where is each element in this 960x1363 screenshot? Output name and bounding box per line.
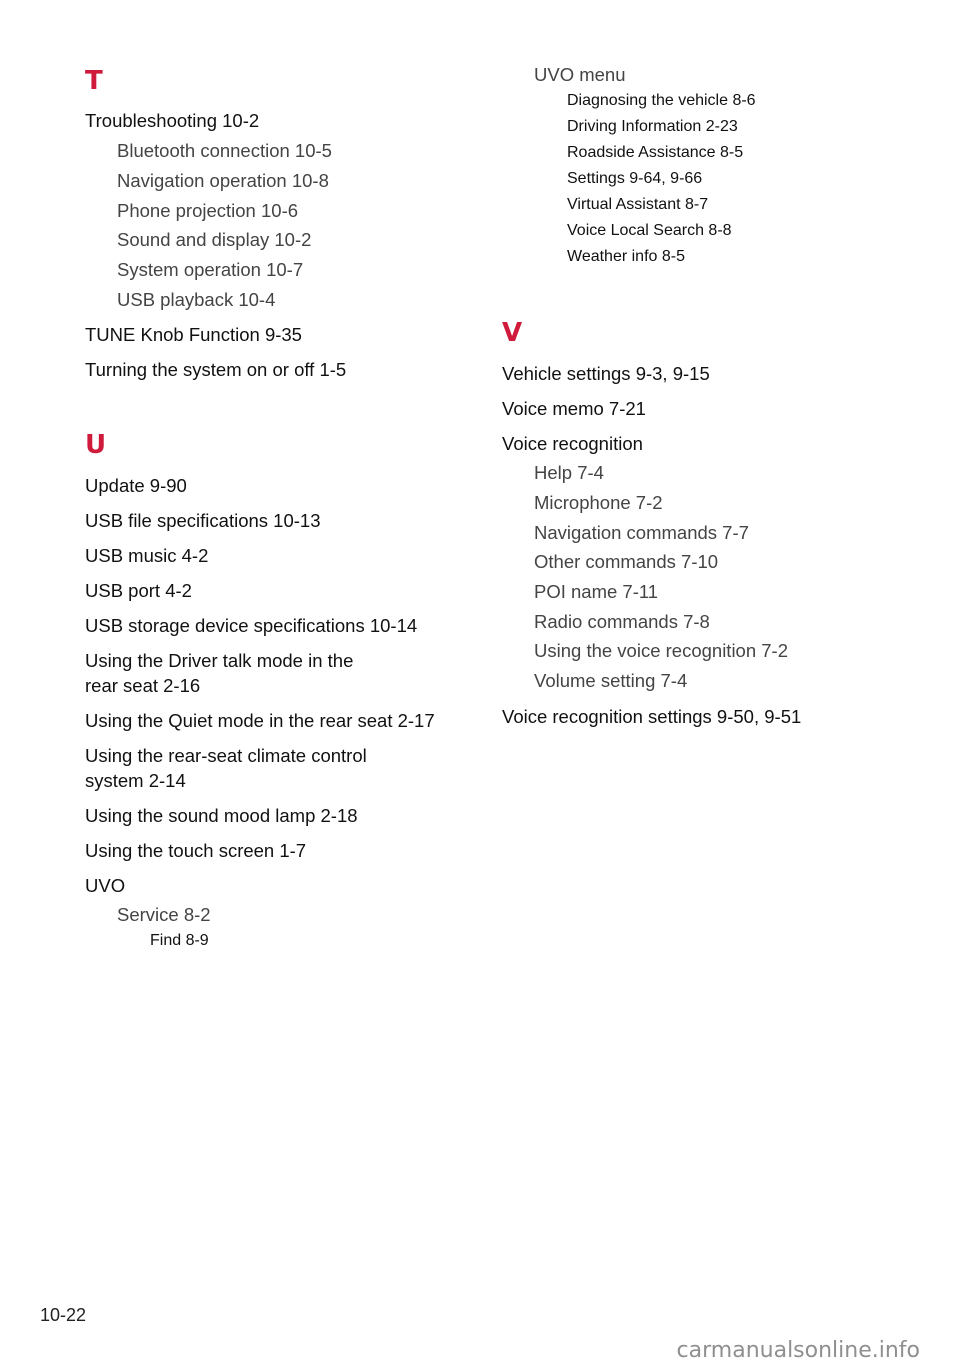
index-subsubentry: Driving Information 2-23	[567, 118, 738, 135]
index-entry: Using the rear-seat climate control	[85, 745, 367, 766]
index-subentry: Sound and display 10-2	[117, 229, 312, 250]
index-subentry: System operation 10-7	[117, 259, 304, 280]
index-entry: Voice recognition	[502, 433, 643, 454]
index-subentry: Help 7-4	[534, 462, 604, 483]
index-subentry: Microphone 7-2	[534, 492, 663, 513]
index-subsubentry: Roadside Assistance 8-5	[567, 144, 744, 161]
index-entry: TUNE Knob Function 9-35	[85, 324, 302, 345]
index-entry: USB file specifications 10-13	[85, 510, 321, 531]
index-entry: Update 9-90	[85, 475, 187, 496]
index-letter-u: U	[85, 430, 107, 460]
index-subentry: Phone projection 10-6	[117, 200, 299, 221]
index-subentry: Radio commands 7-8	[534, 611, 710, 632]
index-subentry: Bluetooth connection 10-5	[117, 140, 332, 161]
index-subentry: Volume setting 7-4	[534, 670, 688, 691]
index-entry: USB storage device specifications 10-14	[85, 615, 418, 636]
index-subsubentry: Diagnosing the vehicle 8-6	[567, 92, 756, 109]
index-letter-v: V	[502, 318, 523, 348]
index-subentry: Other commands 7-10	[534, 551, 719, 572]
index-entry: Turning the system on or off 1-5	[85, 359, 347, 380]
index-subentry: POI name 7-11	[534, 581, 659, 602]
index-entry: Voice recognition settings 9-50, 9-51	[502, 706, 802, 727]
index-entry: USB port 4-2	[85, 580, 192, 601]
index-subsubentry: Voice Local Search 8-8	[567, 222, 732, 239]
index-letter-t: T	[85, 66, 103, 96]
index-subentry: Service 8-2	[117, 904, 211, 925]
watermark: carmanualsonline.info	[676, 1338, 920, 1363]
index-subsubentry: Virtual Assistant 8-7	[567, 196, 709, 213]
index-subentry: Navigation operation 10-8	[117, 170, 329, 191]
index-subentry: Using the voice recognition 7-2	[534, 640, 789, 661]
index-entry: Using the Driver talk mode in the	[85, 650, 354, 671]
index-entry: Voice memo 7-21	[502, 398, 646, 419]
index-subsubentry: Find 8-9	[150, 932, 209, 949]
index-subentry: Navigation commands 7-7	[534, 522, 749, 543]
index-subentry: UVO menu	[534, 64, 626, 85]
index-entry: Using the touch screen 1-7	[85, 840, 307, 861]
index-entry: Using the Quiet mode in the rear seat 2-17	[85, 710, 435, 731]
index-entry: system 2-14	[85, 770, 186, 791]
index-subsubentry: Weather info 8-5	[567, 248, 685, 265]
index-entry: Vehicle settings 9-3, 9-15	[502, 363, 710, 384]
index-entry: Troubleshooting 10-2	[85, 110, 260, 131]
index-entry: rear seat 2-16	[85, 675, 201, 696]
index-entry: Using the sound mood lamp 2-18	[85, 805, 358, 826]
index-subsubentry: Settings 9-64, 9-66	[567, 170, 703, 187]
index-subentry: USB playback 10-4	[117, 289, 276, 310]
page-number: 10-22	[40, 1305, 87, 1325]
index-entry: UVO	[85, 875, 126, 896]
index-entry: USB music 4-2	[85, 545, 209, 566]
